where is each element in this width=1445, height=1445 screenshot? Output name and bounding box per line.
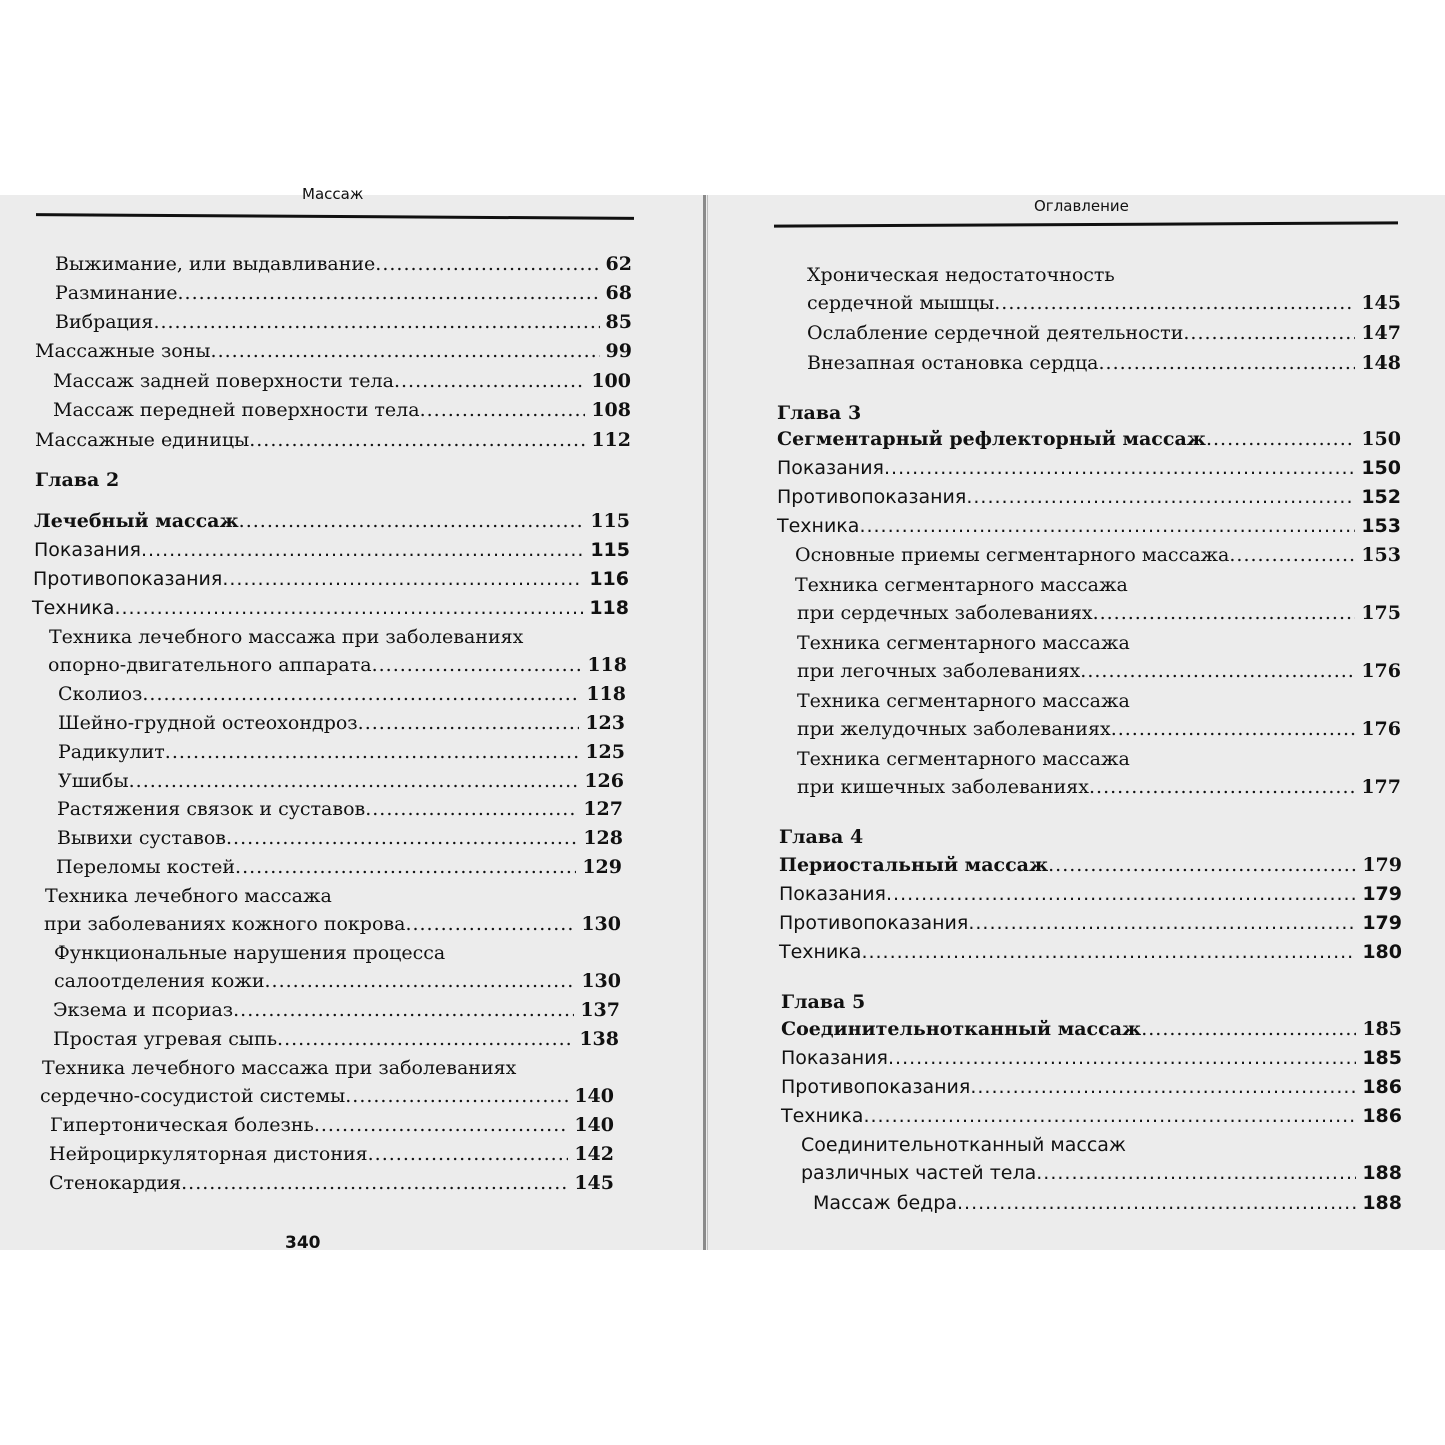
page-number: 340 (285, 1233, 321, 1253)
toc-chapter-title: Периостальный массаж ..... 179 (779, 851, 1402, 880)
toc-entry: Переломы костей ..... 129 (56, 853, 622, 882)
toc-entry-line: Техника сегментарного массажа (797, 632, 1130, 654)
toc-entry: Техника ..... 180 (779, 938, 1402, 967)
toc-entry-line: Техника сегментарного массажа (797, 690, 1130, 712)
toc-entry: различных частей тела ..... 188 (801, 1159, 1402, 1188)
toc-entry: Показания ..... 115 (34, 536, 630, 565)
chapter-heading: Глава 5 (781, 991, 866, 1013)
toc-entry: Внезапная остановка сердца ..... 148 (807, 349, 1401, 378)
toc-entry: Сколиоз ..... 118 (58, 680, 626, 709)
toc-entry-line: Хроническая недостаточность (807, 264, 1115, 286)
toc-entry: Техника ..... 118 (32, 594, 629, 623)
toc-entry: Показания ..... 179 (779, 880, 1402, 909)
toc-entry-line: Техника лечебного массажа при заболеваниях (42, 1057, 517, 1079)
toc-entry: Основные приемы сегментарного массажа ..... 153 (795, 541, 1401, 570)
toc-entry: Разминание ..... 68 (55, 279, 632, 308)
toc-entry: Массажные единицы ..... 112 (35, 426, 631, 455)
toc-entry: Массажные зоны ..... 99 (35, 337, 632, 366)
toc-entry: при сердечных заболеваниях ..... 175 (797, 599, 1401, 628)
toc-entry: Показания ..... 185 (781, 1044, 1402, 1073)
right-header-rule (774, 221, 1398, 227)
toc-entry: Техника ..... 153 (777, 512, 1401, 541)
toc-entry: Гипертоническая болезнь ..... 140 (50, 1111, 614, 1140)
toc-entry: опорно-двигательного аппарата ..... 118 (48, 651, 627, 680)
toc-entry: при легочных заболеваниях ..... 176 (797, 657, 1401, 686)
toc-entry: Вывихи суставов ..... 128 (57, 824, 623, 853)
book-spread (0, 185, 1445, 1253)
toc-chapter-title: Лечебный массаж ..... 115 (34, 507, 630, 536)
toc-entry: салоотделения кожи ..... 130 (54, 967, 621, 996)
toc-entry: Массаж передней поверхности тела ..... 108 (53, 396, 631, 425)
toc-entry: Выжимание, или выдавливание ..... 62 (55, 250, 632, 279)
toc-entry: Стенокардия ..... 145 (49, 1169, 614, 1198)
left-page (22, 185, 662, 1253)
left-header-rule (36, 213, 634, 220)
toc-entry-line: Техника лечебного массажа (45, 885, 332, 907)
toc-entry: Противопоказания ..... 152 (777, 483, 1401, 512)
toc-entry-line: Техника сегментарного массажа (795, 574, 1128, 596)
toc-entry: Ослабление сердечной деятельности ..... 147 (807, 319, 1401, 348)
toc-entry: Радикулит ..... 125 (58, 738, 625, 767)
toc-entry-line: Функциональные нарушения процесса (54, 942, 446, 964)
toc-entry: Нейроциркуляторная дистония ..... 142 (49, 1140, 614, 1169)
book-gutter-shadow (707, 195, 708, 1250)
toc-entry: Противопоказания ..... 186 (781, 1073, 1402, 1102)
left-running-head: Массаж (302, 185, 364, 203)
toc-entry-line: Техника сегментарного массажа (797, 748, 1130, 770)
chapter-heading: Глава 3 (777, 402, 862, 424)
chapter-heading: Глава 4 (779, 826, 864, 848)
toc-entry: при заболеваниях кожного покрова ..... 130 (44, 910, 621, 939)
toc-entry: сердечной мышцы ..... 145 (807, 289, 1401, 318)
toc-entry: Растяжения связок и суставов ..... 127 (57, 795, 623, 824)
right-page (712, 195, 1445, 1250)
toc-entry-line: Соединительнотканный массаж (801, 1134, 1127, 1156)
toc-entry: Противопоказания ..... 179 (779, 909, 1402, 938)
toc-entry: Шейно-грудной остеохондроз ..... 123 (58, 709, 625, 738)
toc-entry: сердечно-сосудистой системы ..... 140 (40, 1082, 614, 1111)
toc-entry: Техника ..... 186 (781, 1102, 1402, 1131)
toc-entry: Экзема и псориаз ..... 137 (53, 996, 620, 1025)
toc-entry-line: Техника лечебного массажа при заболеваниях (49, 626, 524, 648)
toc-chapter-title: Сегментарный рефлекторный массаж ..... 150 (777, 425, 1401, 454)
toc-entry: Массаж задней поверхности тела ..... 100 (53, 367, 631, 396)
toc-entry: Массаж бедра ..... 188 (813, 1189, 1402, 1218)
toc-entry: при желудочных заболеваниях ..... 176 (797, 715, 1401, 744)
toc-entry: при кишечных заболеваниях ..... 177 (797, 773, 1401, 802)
book-gutter (703, 195, 706, 1250)
toc-entry: Показания ..... 150 (777, 454, 1401, 483)
toc-chapter-title: Соединительнотканный массаж ..... 185 (781, 1015, 1402, 1044)
toc-entry: Ушибы ..... 126 (58, 767, 624, 796)
toc-entry: Вибрация ..... 85 (55, 308, 632, 337)
chapter-heading: Глава 2 (35, 469, 120, 491)
toc-entry: Противопоказания ..... 116 (33, 565, 629, 594)
right-running-head: Оглавление (1034, 197, 1129, 215)
toc-entry: Простая угревая сыпь ..... 138 (53, 1025, 619, 1054)
